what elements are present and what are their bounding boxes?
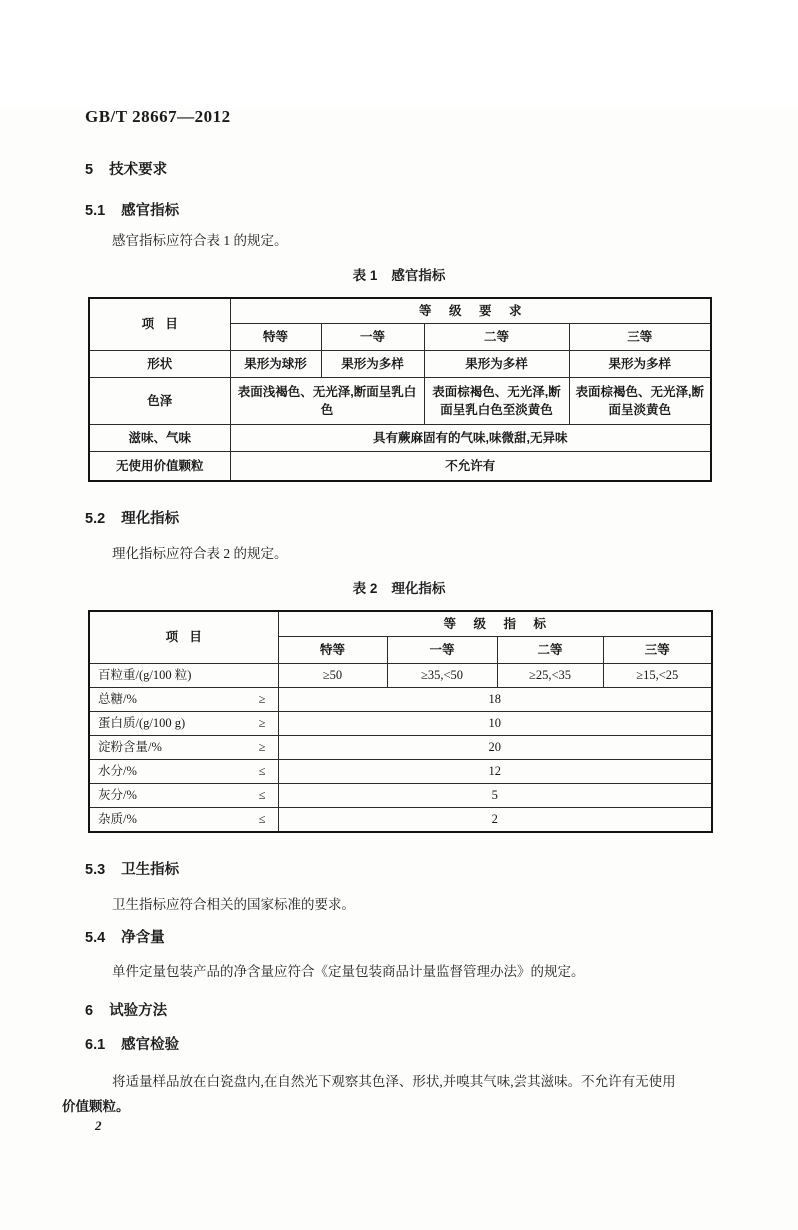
document-page — [0, 108, 798, 1230]
table-1-sensory-indicators — [88, 297, 712, 482]
operator-symbol: ≤ — [258, 788, 266, 803]
section-heading-5 — [85, 163, 713, 178]
value-cell: 不允许有 — [230, 452, 711, 482]
section-title: 卫生指标 — [121, 862, 180, 878]
table-caption-label: 表 2 — [352, 581, 378, 596]
operator-symbol: ≤ — [258, 812, 266, 827]
table-1-caption — [88, 268, 710, 283]
section-heading-6 — [85, 1004, 713, 1019]
row-label-cell: 百粒重/(g/100 粒) — [89, 664, 278, 688]
header-item-cell: 项目 — [89, 298, 230, 351]
section-number: 5 — [85, 162, 94, 178]
header-grade-group-cell: 等级指标 — [278, 611, 712, 637]
value-cell: ≥35,<50 — [387, 664, 497, 688]
paragraph-5-2: 理化指标应符合表 2 的规定。 — [112, 546, 288, 561]
row-label-cell: 灰分/% ≤ — [89, 784, 278, 808]
section-title: 感官检验 — [121, 1037, 180, 1053]
operator-symbol: ≤ — [258, 764, 266, 779]
grade-header-cell: 二等 — [424, 324, 569, 351]
table-2-caption — [88, 581, 710, 596]
row-label-cell: 滋味、气味 — [89, 425, 230, 452]
row-label-cell: 形状 — [89, 351, 230, 378]
value-cell: 20 — [278, 736, 712, 760]
row-label-cell: 总糖/% ≥ — [89, 688, 278, 712]
section-number: 5.3 — [85, 862, 106, 878]
section-title: 试验方法 — [109, 1003, 168, 1019]
paragraph-6-1-line1: 将适量样品放在白瓷盘内,在自然光下观察其色泽、形状,并嗅其气味,尝其滋味。不允许有无使用 — [112, 1074, 676, 1089]
section-number: 6 — [85, 1003, 94, 1019]
value-cell: 果形为多样 — [424, 351, 569, 378]
section-heading-5-1 — [85, 204, 713, 219]
grade-header-cell: 特等 — [230, 324, 321, 351]
section-heading-6-1 — [85, 1038, 713, 1053]
section-title: 净含量 — [121, 930, 165, 946]
row-label-cell: 无使用价值颗粒 — [89, 452, 230, 482]
header-grade-group-cell: 等级要求 — [230, 298, 711, 324]
row-label-cell: 淀粉含量/% ≥ — [89, 736, 278, 760]
header-item-cell: 项目 — [89, 611, 278, 664]
value-cell: 12 — [278, 760, 712, 784]
grade-header-cell: 特等 — [278, 637, 387, 664]
standard-number: GB/T 28667—2012 — [85, 107, 231, 126]
value-cell: 果形为多样 — [321, 351, 424, 378]
operator-symbol: ≥ — [258, 692, 266, 707]
row-label-cell: 色泽 — [89, 378, 230, 425]
value-cell: 果形为多样 — [569, 351, 711, 378]
grade-header-cell: 二等 — [497, 637, 603, 664]
table-caption-title: 理化指标 — [391, 581, 446, 596]
value-cell: 10 — [278, 712, 712, 736]
row-label-cell: 水分/% ≤ — [89, 760, 278, 784]
table-2-physicochemical-indicators — [88, 610, 713, 833]
section-number: 5.1 — [85, 203, 106, 219]
value-cell: ≥25,<35 — [497, 664, 603, 688]
value-cell: 具有蕨麻固有的气味,味微甜,无异味 — [230, 425, 711, 452]
table-caption-title: 感官指标 — [391, 268, 446, 283]
section-title: 理化指标 — [121, 511, 180, 527]
page-number: 2 — [95, 1118, 102, 1133]
table-caption-label: 表 1 — [352, 268, 378, 283]
row-label-cell: 杂质/% ≤ — [89, 808, 278, 833]
grade-header-cell: 一等 — [321, 324, 424, 351]
paragraph-5-4: 单件定量包装产品的净含量应符合《定量包装商品计量监督管理办法》的规定。 — [112, 964, 585, 979]
paragraph-5-3: 卫生指标应符合相关的国家标准的要求。 — [112, 897, 355, 912]
section-title: 技术要求 — [109, 162, 168, 178]
section-number: 5.4 — [85, 930, 106, 946]
value-cell: 果形为球形 — [230, 351, 321, 378]
section-number: 5.2 — [85, 511, 106, 527]
section-heading-5-3 — [85, 863, 713, 878]
grade-header-cell: 三等 — [603, 637, 712, 664]
value-cell: ≥50 — [278, 664, 387, 688]
section-number: 6.1 — [85, 1037, 106, 1053]
value-cell: 2 — [278, 808, 712, 833]
row-label-cell: 蛋白质/(g/100 g) ≥ — [89, 712, 278, 736]
paragraph-5-1: 感官指标应符合表 1 的规定。 — [112, 233, 288, 248]
value-cell: 表面浅褐色、无光泽,断面呈乳白色 — [230, 378, 424, 425]
section-title: 感官指标 — [121, 203, 180, 219]
operator-symbol: ≥ — [258, 716, 266, 731]
section-heading-5-2 — [85, 512, 713, 527]
section-heading-5-4 — [85, 931, 713, 946]
value-cell: 表面棕褐色、无光泽,断面呈乳白色至淡黄色 — [424, 378, 569, 425]
value-cell: 表面棕褐色、无光泽,断面呈淡黄色 — [569, 378, 711, 425]
grade-header-cell: 一等 — [387, 637, 497, 664]
grade-header-cell: 三等 — [569, 324, 711, 351]
value-cell: 5 — [278, 784, 712, 808]
operator-symbol: ≥ — [258, 740, 266, 755]
value-cell: ≥15,<25 — [603, 664, 712, 688]
paragraph-6-1-line2: 价值颗粒。 — [62, 1099, 130, 1114]
value-cell: 18 — [278, 688, 712, 712]
